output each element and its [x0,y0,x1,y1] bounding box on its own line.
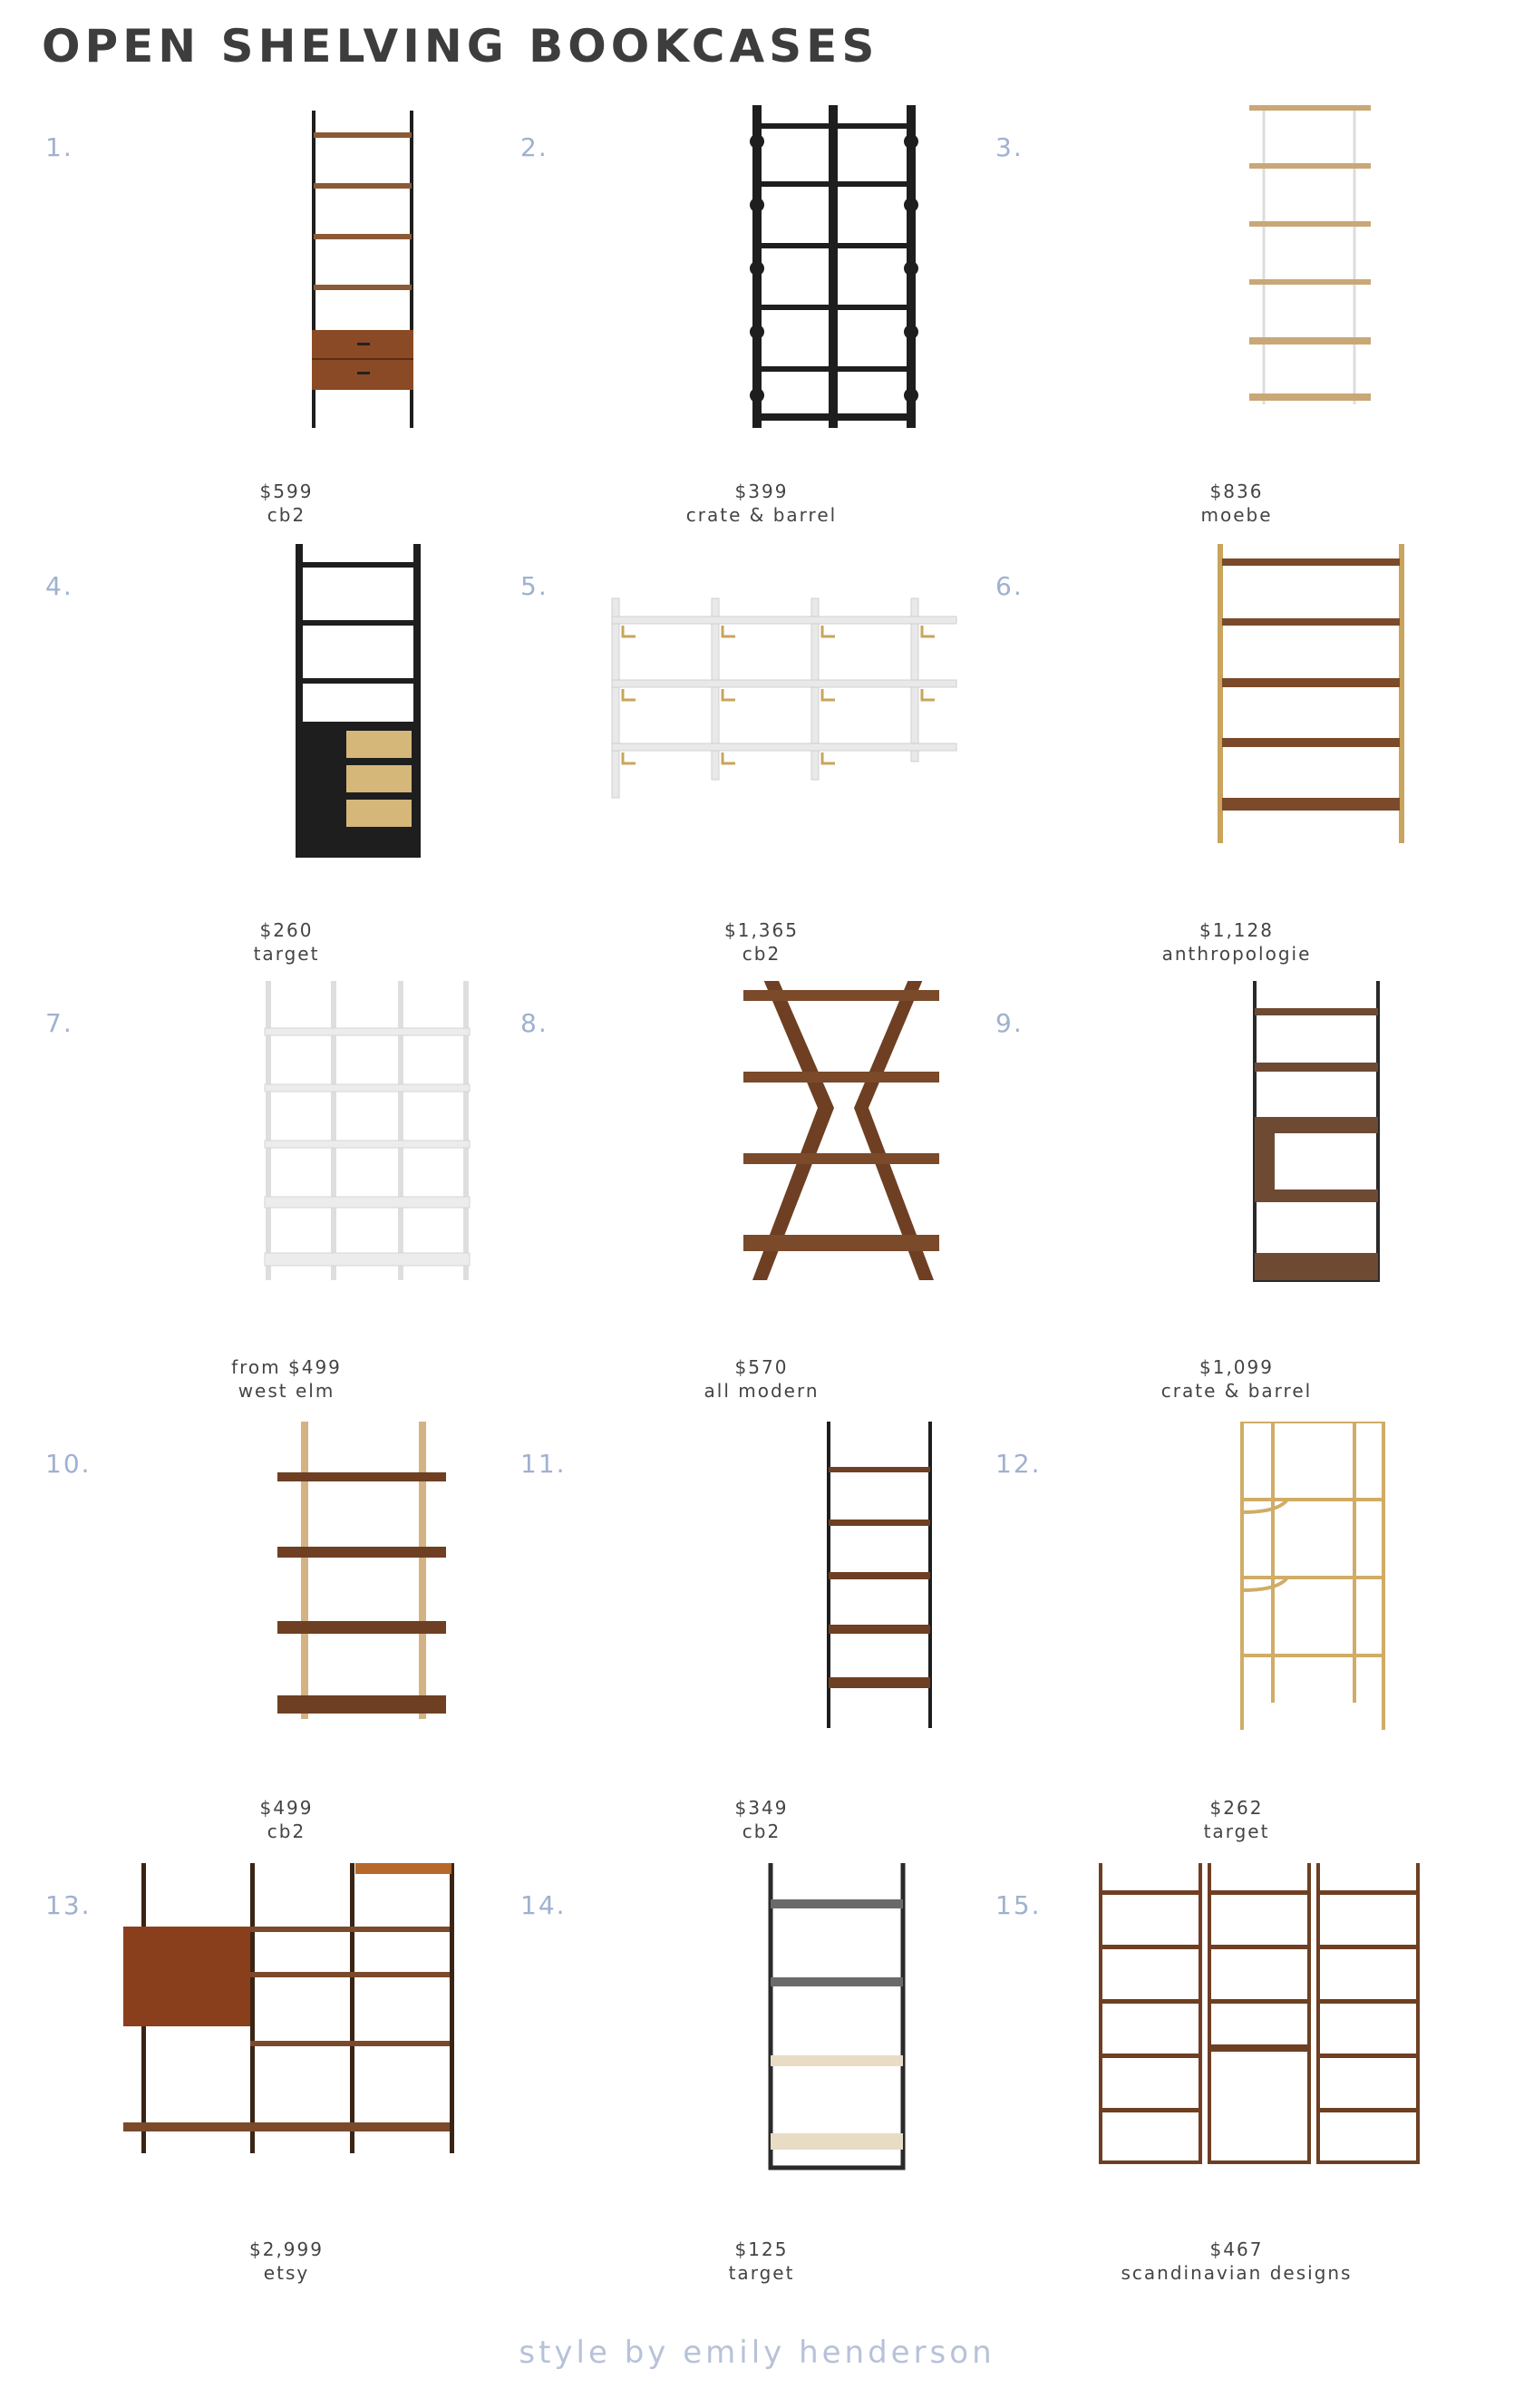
product-store[interactable]: cb2 [267,1821,306,1842]
item-number: 4. [45,571,73,601]
product-store[interactable]: target [253,943,320,965]
product-price: $836 [1209,481,1264,502]
product-store[interactable]: all modern [704,1380,820,1402]
product-item-1[interactable] [42,132,531,586]
item-number: 8. [520,1008,548,1038]
product-store[interactable]: etsy [263,2262,310,2284]
credit-line: style by emily henderson [519,2335,995,2371]
product-store[interactable]: west elm [238,1380,335,1402]
product-item-8[interactable] [517,1008,1006,1461]
product-item-12[interactable] [992,1449,1481,1902]
product-store[interactable]: scandinavian designs [1121,2262,1353,2284]
product-store[interactable]: target [728,2262,795,2284]
product-store[interactable]: crate & barrel [1160,1380,1313,1402]
product-item-5[interactable] [517,571,1006,1024]
product-store[interactable]: cb2 [267,504,306,526]
product-price: $599 [259,481,314,502]
product-price: $499 [259,1797,314,1819]
product-price: $260 [259,919,314,941]
black-spindle-bookcase-icon [607,105,970,468]
item-number: 12. [995,1449,1042,1479]
product-item-7[interactable] [42,1008,531,1461]
product-price: $1,365 [724,919,799,941]
brass-wood-shelf-icon [1082,544,1445,907]
ladder-shelf-with-drawers-icon [132,105,495,468]
product-item-4[interactable] [42,571,531,1024]
product-item-10[interactable] [42,1449,531,1902]
oak-frame-bookcase-icon [132,1422,495,1784]
metal-wood-bookcase-icon [607,1863,970,2226]
white-rail-wall-shelf-icon [1082,105,1445,468]
product-price: $125 [734,2238,789,2260]
product-price: $349 [734,1797,789,1819]
product-item-2[interactable] [517,132,1006,586]
gold-glass-etagere-icon [1082,1422,1445,1784]
product-item-13[interactable] [42,1890,531,2344]
product-store[interactable]: cb2 [742,1821,781,1842]
item-number: 6. [995,571,1024,601]
product-item-6[interactable] [992,571,1481,1024]
item-number: 3. [995,132,1024,162]
white-wall-shelf-system-icon [544,544,970,907]
teak-wall-unit-icon [96,1863,495,2226]
product-price: from $499 [231,1356,342,1378]
product-store[interactable]: target [1203,1821,1270,1842]
item-number: 11. [520,1449,567,1479]
product-price: $467 [1209,2238,1264,2260]
black-cane-drawer-bookcase-icon [132,544,495,907]
product-price: $2,999 [249,2238,324,2260]
x-frame-wood-shelf-icon [607,981,970,1344]
triple-ladder-bookcase-icon [1064,1863,1463,2226]
product-item-11[interactable] [517,1449,1006,1902]
product-item-9[interactable] [992,1008,1481,1461]
product-item-14[interactable] [517,1890,1006,2344]
product-item-15[interactable] [992,1890,1481,2344]
item-number: 9. [995,1008,1024,1038]
page-title: OPEN SHELVING BOOKCASES [42,20,879,73]
item-number: 13. [45,1890,92,1920]
item-number: 5. [520,571,548,601]
product-store[interactable]: cb2 [742,943,781,965]
item-number: 15. [995,1890,1042,1920]
item-number: 7. [45,1008,73,1038]
metal-wood-etagere-icon [1082,981,1445,1344]
item-number: 1. [45,132,73,162]
item-number: 10. [45,1449,92,1479]
product-store[interactable]: crate & barrel [685,504,838,526]
product-price: $1,128 [1199,919,1274,941]
white-grid-bookcase-icon [132,981,495,1344]
product-store[interactable]: anthropologie [1161,943,1312,965]
item-number: 2. [520,132,548,162]
product-price: $262 [1209,1797,1264,1819]
product-store[interactable]: moebe [1200,504,1273,526]
product-price: $399 [734,481,789,502]
leaning-ladder-shelf-icon [607,1422,970,1784]
item-number: 14. [520,1890,567,1920]
product-item-3[interactable] [992,132,1481,586]
product-price: $570 [734,1356,789,1378]
product-price: $1,099 [1199,1356,1274,1378]
